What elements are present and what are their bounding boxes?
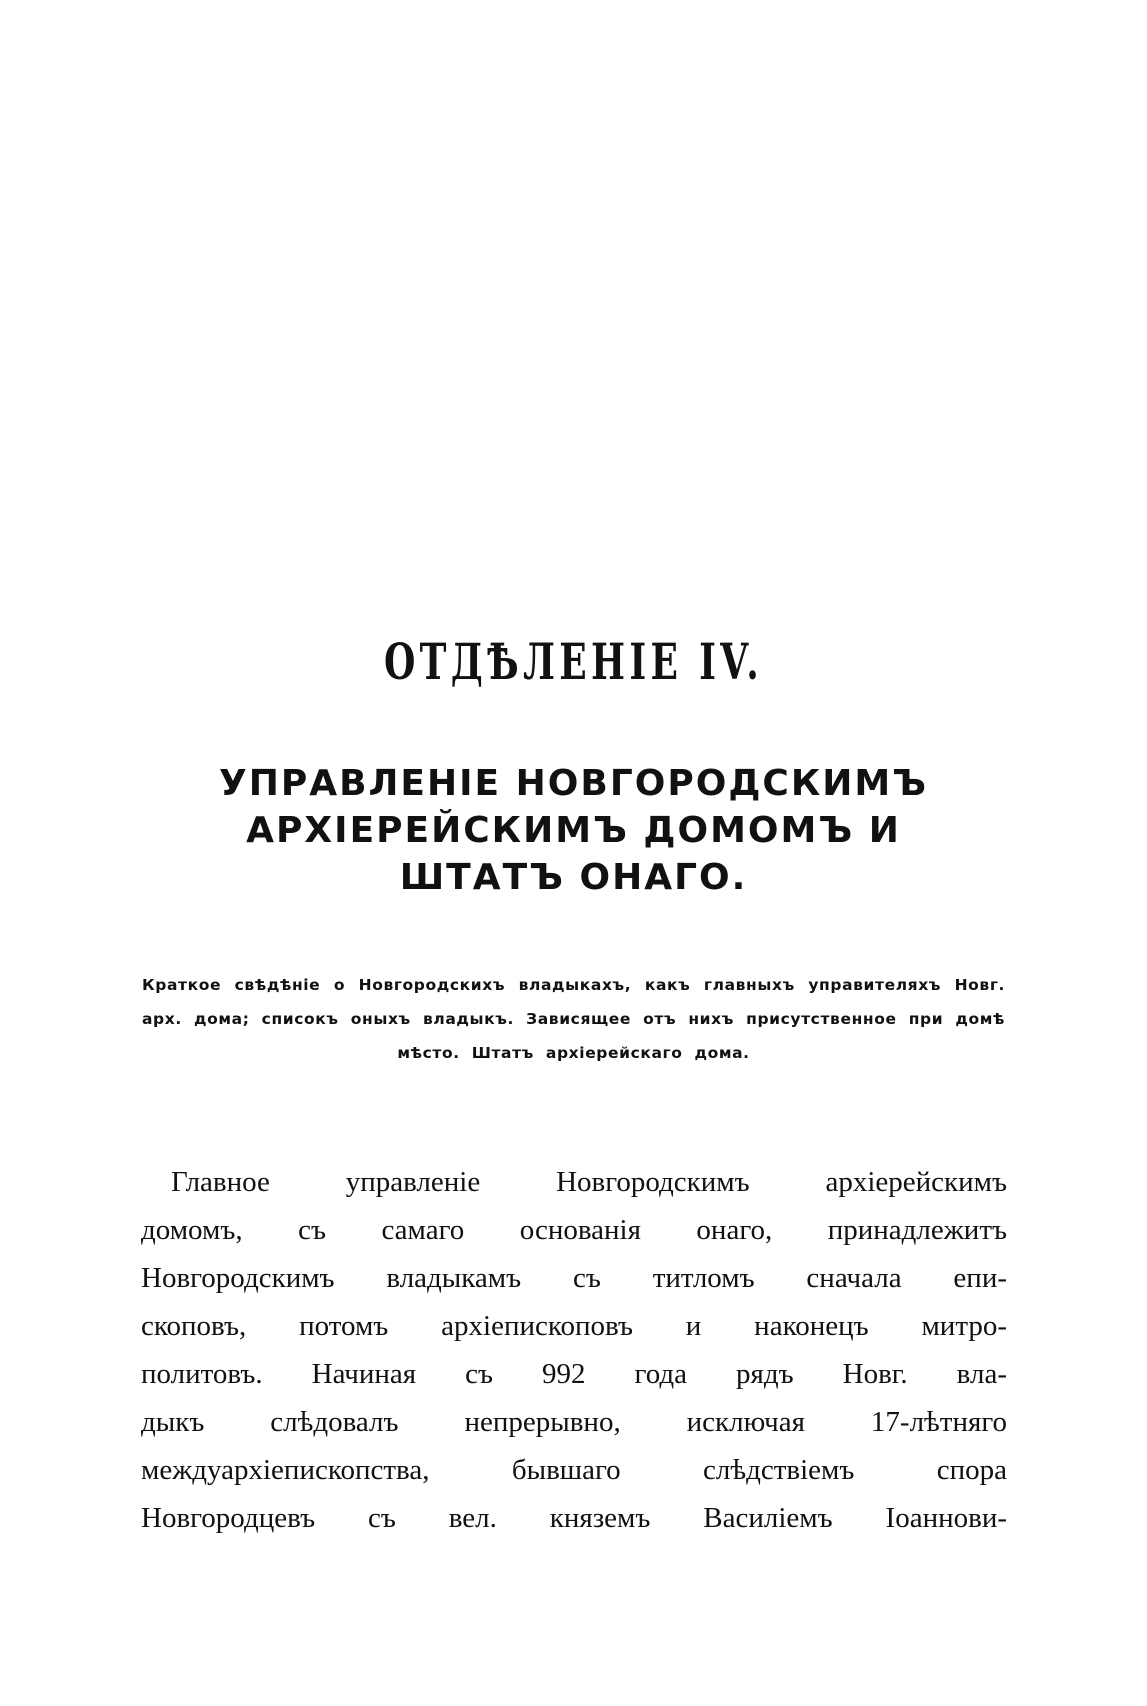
body-line: политовъ. Начиная съ 992 года рядъ Новг. вла- [141,1358,1007,1390]
body-line: домомъ, съ самаго основанія онаго, принадлежитъ [141,1214,1007,1246]
chapter-title-line: ШТАТЪ ОНАГО. [399,857,748,898]
body-line: дыкъ слѣдовалъ непрерывно, исключая 17-лѣтняго [141,1406,1007,1438]
body-paragraph [141,1158,1007,1542]
chapter-title-line: АРХІЕРЕЙСКИМЪ ДОМОМЪ И [246,810,901,851]
chapter-title-line: УПРАВЛЕНІЕ НОВГОРОДСКИМЪ [218,763,929,804]
body-line: Новгородцевъ съ вел. княземъ Василіемъ Іоаннови- [141,1502,1007,1534]
body-line: скоповъ, потомъ архіепископовъ и наконецъ митро- [141,1310,1007,1342]
chapter-title [150,760,997,901]
chapter-summary: Краткое свѣдѣніе о Новгородскихъ владыкахъ, какъ главныхъ управителяхъ Новг. арх. дома; списокъ оныхъ владыкъ. Зависящее отъ нихъ присутственное при домѣ мѣсто. Штатъ архіерейскаго дома. [142,976,1005,1062]
body-line: Новгородскимъ владыкамъ съ титломъ сначала епи- [141,1262,1007,1294]
body-line: Главное управленіе Новгородскимъ архіерейскимъ [171,1166,1007,1198]
body-line: междуархіепископства, бывшаго слѣдствіемъ спора [141,1454,1007,1486]
section-heading: ОТДѢЛЕНІЕ IV. [383,632,764,691]
